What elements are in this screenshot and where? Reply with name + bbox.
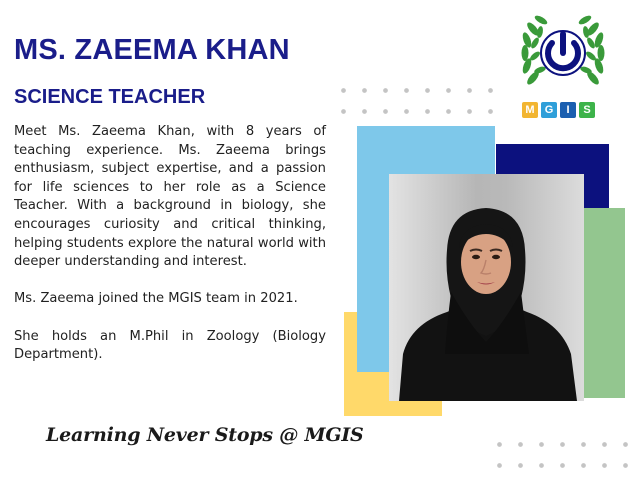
logo-letters [522,102,595,118]
bio-text [14,123,326,383]
decorative-dots-top [333,80,501,122]
teacher-photo [389,174,584,401]
bio-paragraph: She holds an M.Phil in Zoology (Biology Department). [14,328,326,363]
teacher-role: SCIENCE TEACHER [14,86,206,108]
logo-letter-s: S [579,102,595,118]
logo-letter-g: G [541,102,557,118]
logo-letter-m: M [522,102,538,118]
decorative-dots-bottom [489,434,637,478]
teacher-name: MS. ZAEEMA KHAN [14,34,290,66]
tagline: Learning Never Stops @ MGIS [46,424,364,446]
portrait-illustration [389,174,584,401]
power-laurel-icon [513,8,613,104]
school-logo [513,8,613,104]
logo-letter-i: I [560,102,576,118]
bio-paragraph: Meet Ms. Zaeema Khan, with 8 years of teaching experience. Ms. Zaeema brings enthusiasm, subject expertise, and a passion for life sciences to her role as a Science Teacher. With a background in biology, she encourages curiosity and critical thinking, helping students explore the natural world with deeper understanding and interest. [14,124,326,270]
bio-paragraph: Ms. Zaeema joined the MGIS team in 2021. [14,291,298,307]
